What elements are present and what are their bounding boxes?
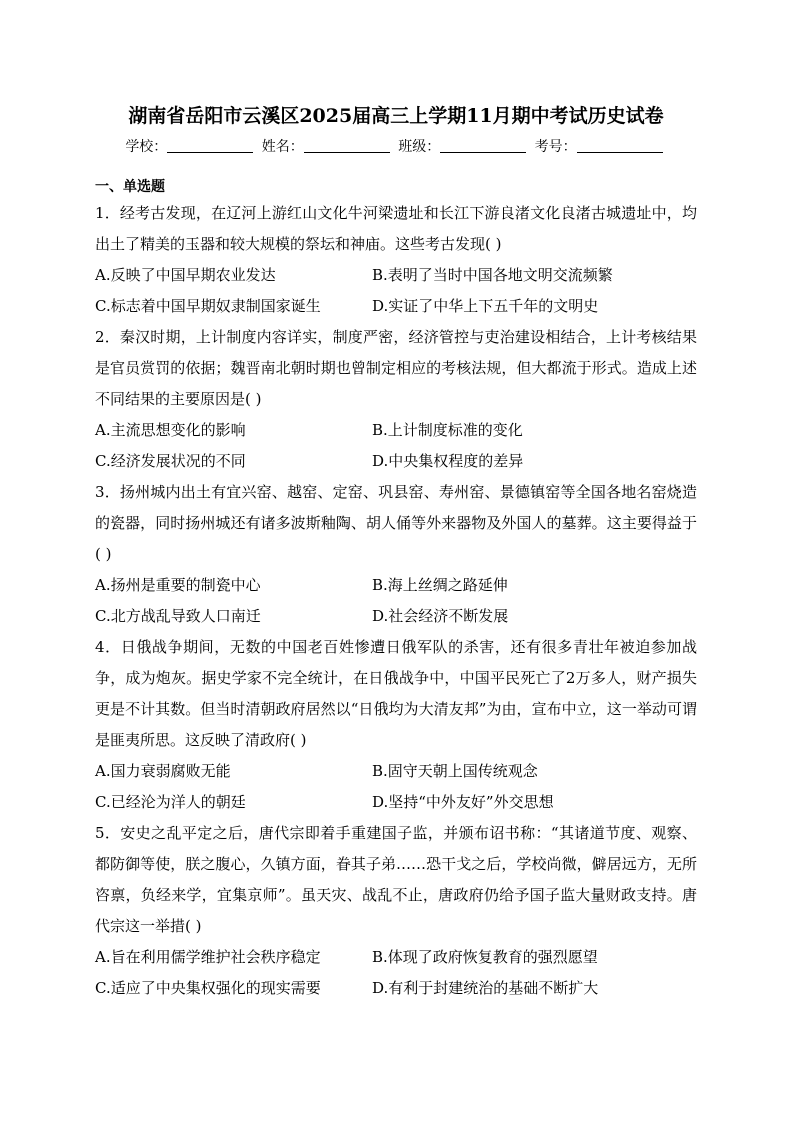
option-d: D.实证了中华上下五千年的文明史 <box>372 297 599 315</box>
question-stem: 1．经考古发现，在辽河上游红山文化牛河梁遗址和长江下游良渚文化良渚古城遗址中，均出土了精美的玉器和较大规模的祭坛和神庙。这些考古发现( ) <box>95 204 697 253</box>
school-blank[interactable] <box>167 136 253 153</box>
options <box>95 570 697 632</box>
option-a: A.旨在利用儒学维护社会秩序稳定 <box>95 948 321 966</box>
option-c: C.北方战乱导致人口南迁 <box>95 607 261 625</box>
question-3 <box>95 477 697 632</box>
class-label: 班级： <box>398 139 441 155</box>
question-4 <box>95 632 697 818</box>
name-blank[interactable] <box>304 136 390 153</box>
option-a: A.国力衰弱腐败无能 <box>95 762 231 780</box>
option-c: C.标志着中国早期奴隶制国家诞生 <box>95 297 321 315</box>
option-c: C.已经沦为洋人的朝廷 <box>95 793 246 811</box>
exam-no-blank[interactable] <box>577 136 663 153</box>
option-a: A.扬州是重要的制瓷中心 <box>95 576 261 594</box>
option-a: A.反映了中国早期农业发达 <box>95 266 276 284</box>
options <box>95 942 697 1004</box>
option-b: B.海上丝绸之路延伸 <box>372 576 508 594</box>
options <box>95 260 697 322</box>
options <box>95 415 697 477</box>
question-1 <box>95 198 697 322</box>
student-info-row <box>95 136 697 158</box>
option-b: B.固守天朝上国传统观念 <box>372 762 538 780</box>
option-d: D.坚持“中外友好”外交思想 <box>372 793 554 811</box>
question-2 <box>95 322 697 477</box>
option-d: D.社会经济不断发展 <box>372 607 509 625</box>
option-d: D.中央集权程度的差异 <box>372 452 524 470</box>
question-stem: 3．扬州城内出土有宜兴窑、越窑、定窑、巩县窑、寿州窑、景德镇窑等全国各地名窑烧造的瓷器，同时扬州城还有诸多波斯釉陶、胡人俑等外来器物及外国人的墓葬。这主要得益于( ) <box>95 483 697 563</box>
question-stem: 5．安史之乱平定之后，唐代宗即着手重建国子监，并颁布诏书称：“其诸道节度、观察、都防御等使，朕之腹心，久镇方面，眷其子弟……恐干戈之后，学校尚微，僻居远方，无所咨禀，负经来学，宜集京师”。虽天灾、战乱不止，唐政府仍给予国子监大量财政支持。唐代宗这一举措( ) <box>95 824 697 935</box>
options <box>95 756 697 818</box>
exam-title: 湖南省岳阳市云溪区2025届高三上学期11月期中考试历史试卷 <box>128 105 664 127</box>
question-stem: 2．秦汉时期，上计制度内容详实，制度严密，经济管控与吏治建设相结合，上计考核结果是官员赏罚的依据；魏晋南北朝时期也曾制定相应的考核法规，但大都流于形式。造成上述不同结果的主要原因是( ) <box>95 328 697 408</box>
class-blank[interactable] <box>440 136 526 153</box>
option-a: A.主流思想变化的影响 <box>95 421 246 439</box>
option-b: B.表明了当时中国各地文明交流频繁 <box>372 266 613 284</box>
school-label: 学校： <box>125 139 168 155</box>
name-label: 姓名： <box>261 139 304 155</box>
question-5 <box>95 818 697 1004</box>
option-b: B.上计制度标准的变化 <box>372 421 523 439</box>
section-heading: 一、单选题 <box>95 179 165 195</box>
question-stem: 4．日俄战争期间，无数的中国老百姓惨遭日俄军队的杀害，还有很多青壮年被迫参加战争，成为炮灰。据史学家不完全统计，在日俄战争中，中国平民死亡了2万多人，财产损失更是不计其数。但当时清朝政府居然以“日俄均为大清友邦”为由，宣布中立，这一举动可谓是匪夷所思。这反映了清政府( ) <box>95 638 697 749</box>
option-c: C.经济发展状况的不同 <box>95 452 246 470</box>
exam-no-label: 考号： <box>534 139 577 155</box>
option-b: B.体现了政府恢复教育的强烈愿望 <box>372 948 598 966</box>
option-c: C.适应了中央集权强化的现实需要 <box>95 979 321 997</box>
option-d: D.有利于封建统治的基础不断扩大 <box>372 979 599 997</box>
